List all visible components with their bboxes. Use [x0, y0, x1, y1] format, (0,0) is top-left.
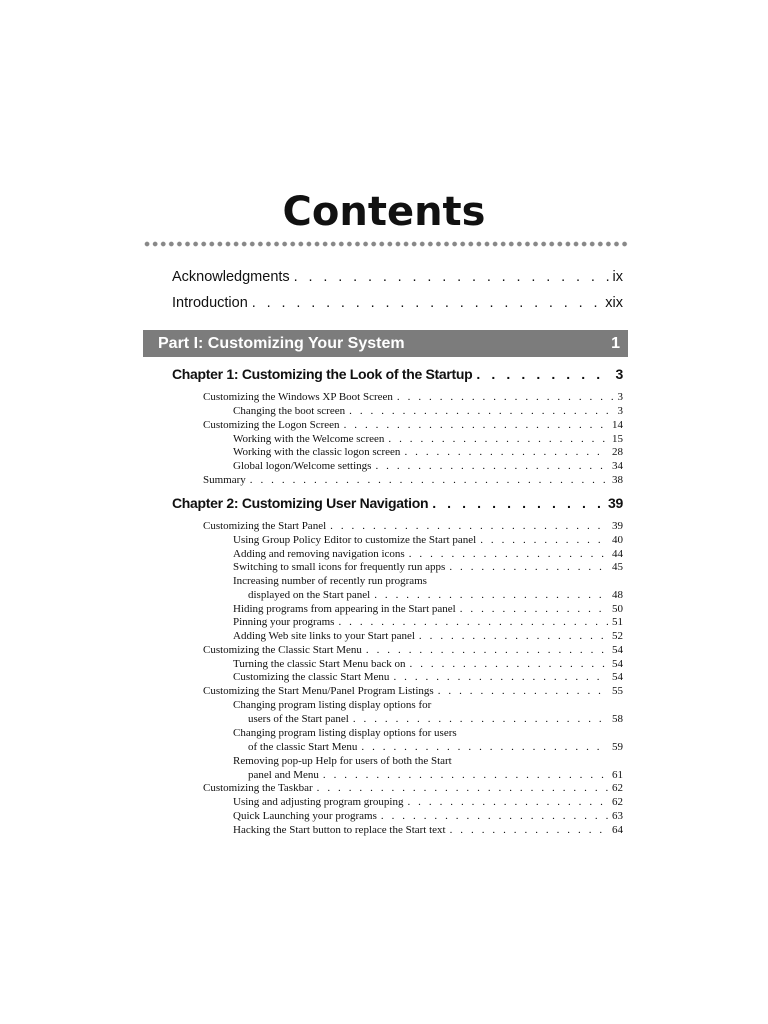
toc-entry[interactable] [203, 781, 623, 795]
toc-entry[interactable] [233, 657, 623, 671]
chapter-heading-2[interactable] [172, 495, 623, 515]
toc-entry-label: panel and Menu [248, 769, 319, 781]
toc-entry-page: 39 [612, 520, 623, 532]
dot-leader [330, 519, 608, 533]
dot-leader [366, 643, 608, 657]
dot-leader [323, 768, 608, 782]
toc-entry-page: 54 [612, 671, 623, 683]
toc-entry-label: Acknowledgments [172, 269, 290, 285]
toc-entry-page: 40 [612, 534, 623, 546]
dot-leader [432, 495, 604, 511]
dot-leader [450, 823, 608, 837]
toc-entry[interactable] [233, 560, 623, 574]
toc-entry[interactable] [203, 643, 623, 657]
toc-entry[interactable] [233, 445, 623, 459]
dot-leader [375, 459, 608, 473]
toc-entry-label: displayed on the Start panel [248, 589, 371, 601]
toc-entry-page: 44 [612, 548, 623, 560]
toc-entry-label: Customizing the Taskbar [203, 782, 313, 794]
toc-entry-label: of the classic Start Menu [248, 741, 358, 753]
toc-entry-label: Global logon/Welcome settings [233, 460, 372, 472]
toc-entry-page: 64 [612, 824, 623, 836]
toc-entry[interactable] [233, 823, 623, 837]
toc-entry-label: Changing program listing display options for users [233, 727, 457, 739]
toc-entry-label: Quick Launching your programs [233, 810, 377, 822]
toc-entry-label: Adding Web site links to your Start panel [233, 630, 415, 642]
toc-entry-page: 51 [612, 616, 623, 628]
dot-leader [252, 295, 601, 311]
toc-entry-acknowledgments[interactable] [172, 269, 623, 289]
toc-entry-page: 50 [612, 603, 623, 615]
dot-leader [449, 560, 608, 574]
part-page: 1 [611, 334, 620, 352]
toc-entry-label: Switching to small icons for frequently run apps [233, 561, 446, 573]
dot-leader [397, 390, 614, 404]
toc-entry-page: xix [605, 295, 623, 311]
dot-leader [407, 795, 608, 809]
toc-entry-page: 62 [612, 796, 623, 808]
dot-leader [344, 418, 608, 432]
toc-entry[interactable] [203, 519, 623, 533]
dot-leader [460, 602, 608, 616]
toc-entry[interactable] [233, 533, 623, 547]
toc-entry-label: Turning the classic Start Menu back on [233, 658, 406, 670]
toc-entry[interactable] [233, 629, 623, 643]
toc-entry[interactable] [203, 473, 623, 487]
dot-leader [476, 366, 611, 382]
toc-entry-page: 55 [612, 685, 623, 697]
toc-entry-introduction[interactable] [172, 295, 623, 315]
dotted-divider [143, 240, 630, 248]
toc-entry-page: 15 [612, 433, 623, 445]
toc-entry-label: Introduction [172, 295, 248, 311]
dot-leader [374, 588, 608, 602]
toc-entry[interactable] [233, 432, 623, 446]
dot-leader [353, 712, 608, 726]
toc-entry-page: 54 [612, 658, 623, 670]
dot-leader [338, 615, 608, 629]
toc-entry[interactable] [248, 588, 623, 602]
toc-entry-label: Customizing the Start Menu/Panel Program Listings [203, 685, 434, 697]
toc-entry-page: 59 [612, 741, 623, 753]
dot-leader [361, 740, 608, 754]
toc-entry[interactable] [203, 418, 623, 432]
toc-entry-label: Changing the boot screen [233, 405, 346, 417]
toc-entry[interactable] [233, 404, 623, 418]
toc-entry[interactable] [248, 768, 623, 782]
toc-entry-wrap-first-line[interactable] [233, 754, 623, 768]
toc-entry-page: 28 [612, 446, 623, 458]
dot-leader [480, 533, 608, 547]
chapter-page: 3 [615, 366, 623, 382]
toc-entry[interactable] [233, 795, 623, 809]
toc-entry-page: 52 [612, 630, 623, 642]
toc-entry-label: Customizing the Classic Start Menu [203, 644, 362, 656]
toc-entry-label: Adding and removing navigation icons [233, 548, 405, 560]
toc-entry-label: Customizing the Logon Screen [203, 419, 340, 431]
toc-entry[interactable] [233, 459, 623, 473]
toc-entry-label: Using and adjusting program grouping [233, 796, 404, 808]
dot-leader [409, 547, 608, 561]
toc-entry-label: Hiding programs from appearing in the Start panel [233, 603, 456, 615]
toc-entry-page: 3 [617, 405, 623, 417]
toc-entry-wrap-first-line[interactable] [233, 726, 623, 740]
toc-entry-label: Pinning your programs [233, 616, 335, 628]
toc-entry[interactable] [233, 602, 623, 616]
dot-leader [404, 445, 608, 459]
toc-entry-page: 45 [612, 561, 623, 573]
dot-leader [419, 629, 608, 643]
toc-entry-label: Customizing the Windows XP Boot Screen [203, 391, 393, 403]
dot-leader [410, 657, 608, 671]
toc-entry[interactable] [203, 684, 623, 698]
chapter-page: 39 [608, 495, 623, 511]
dot-leader [317, 781, 608, 795]
toc-entry[interactable] [248, 712, 623, 726]
toc-entry[interactable] [248, 740, 623, 754]
toc-entry-page: 58 [612, 713, 623, 725]
toc-entry-label: Increasing number of recently run programs [233, 575, 427, 587]
dot-leader [393, 670, 608, 684]
toc-entry-label: users of the Start panel [248, 713, 349, 725]
toc-entry-label: Working with the Welcome screen [233, 433, 385, 445]
toc-entry-page: 38 [612, 474, 623, 486]
toc-entry[interactable] [233, 670, 623, 684]
toc-entry-page: 3 [617, 391, 623, 403]
part-title: Part I: Customizing Your System [158, 334, 405, 352]
part-heading[interactable] [143, 330, 628, 357]
toc-entry-label: Using Group Policy Editor to customize the Start panel [233, 534, 477, 546]
toc-entry-label: Changing program listing display options for [233, 699, 432, 711]
toc-entry-label: Summary [203, 474, 246, 486]
toc-entry-page: 63 [612, 810, 623, 822]
toc-entry-wrap-first-line[interactable] [233, 698, 623, 712]
toc-entry[interactable] [233, 809, 623, 823]
toc-entry-page: ix [612, 269, 623, 285]
toc-entry-label: Hacking the Start button to replace the Start text [233, 824, 446, 836]
toc-entry-page: 54 [612, 644, 623, 656]
toc-entry-label: Customizing the classic Start Menu [233, 671, 390, 683]
dot-leader [438, 684, 608, 698]
chapter-heading-1[interactable] [172, 366, 623, 386]
toc-entry-wrap-first-line[interactable] [233, 574, 623, 588]
toc-entry[interactable] [203, 390, 623, 404]
chapter-title: Chapter 1: Customizing the Look of the Startup [172, 366, 473, 382]
toc-entry-page: 61 [612, 769, 623, 781]
toc-entry-page: 62 [612, 782, 623, 794]
dot-leader [250, 473, 608, 487]
toc-entry-label: Customizing the Start Panel [203, 520, 327, 532]
toc-entry-label: Removing pop-up Help for users of both the Start [233, 755, 452, 767]
dot-leader [294, 269, 609, 285]
toc-entry[interactable] [233, 547, 623, 561]
toc-entry-page: 34 [612, 460, 623, 472]
dot-leader [388, 432, 608, 446]
dot-leader [381, 809, 608, 823]
toc-entry-page: 48 [612, 589, 623, 601]
chapter-title: Chapter 2: Customizing User Navigation [172, 495, 429, 511]
dot-leader [349, 404, 613, 418]
toc-entry-label: Working with the classic logon screen [233, 446, 401, 458]
page-title: Contents [282, 189, 486, 235]
toc-entry-page: 14 [612, 419, 623, 431]
toc-entry[interactable] [233, 615, 623, 629]
